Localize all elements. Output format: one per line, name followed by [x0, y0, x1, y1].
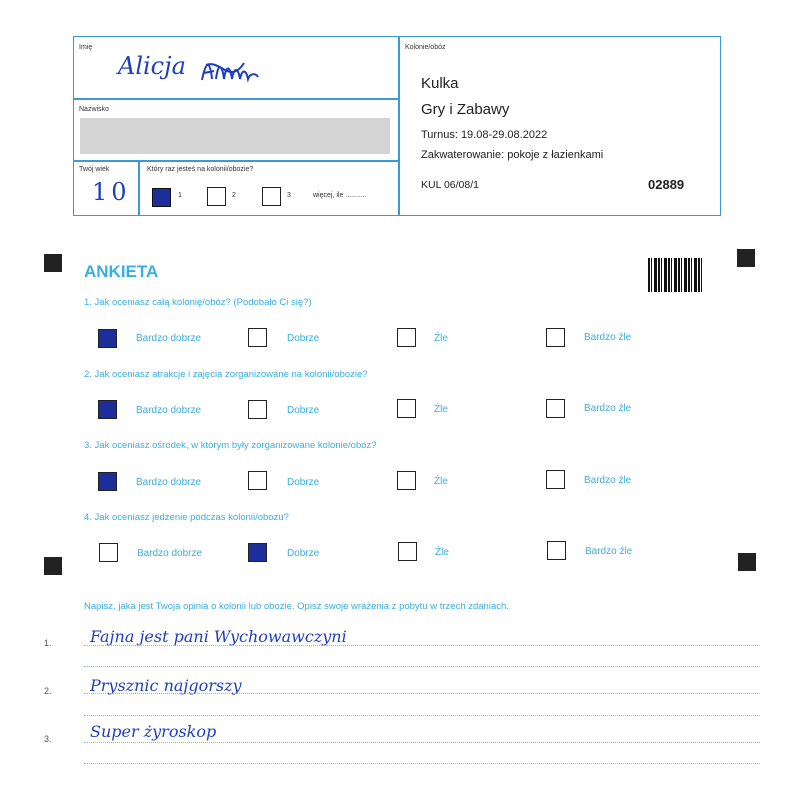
- header-line: [138, 160, 140, 216]
- camp-code: KUL 06/08/1: [421, 179, 479, 191]
- ktory-raz-label: Który raz jesteś na kolonii/obozie?: [147, 166, 254, 173]
- wiek-value[interactable]: 10: [92, 178, 131, 206]
- opinion-answer-3[interactable]: Super żyroskop: [90, 722, 217, 741]
- option-label: Źle: [435, 547, 449, 558]
- question-text: 2. Jak oceniasz atrakcje i zajęcia zorganizowane na kolonii/obozie?: [84, 369, 368, 380]
- imie-label: Imię: [79, 44, 93, 51]
- q2-checkbox-bardzo-dobrze[interactable]: [98, 400, 117, 419]
- imie-value[interactable]: Alicja: [118, 52, 186, 80]
- q4-checkbox-bardzo-dobrze[interactable]: [99, 543, 118, 562]
- visit-count-checkbox-3[interactable]: [262, 187, 281, 206]
- header-divider: [398, 36, 400, 216]
- registration-marker: [44, 254, 62, 272]
- question-text: 1. Jak oceniasz całą kolonię/obóz? (Podobało Ci się?): [84, 297, 312, 308]
- option-label: Źle: [434, 404, 448, 415]
- option-label: Bardzo dobrze: [136, 333, 202, 344]
- dotted-line: [84, 693, 760, 694]
- q3-checkbox-bardzo-zle[interactable]: [546, 470, 565, 489]
- q4-checkbox-zle[interactable]: [398, 542, 417, 561]
- wiecej-label: więcej, ile ...........: [313, 192, 367, 199]
- question-text: 4. Jak oceniasz jedzenie podczas kolonii/obozu?: [84, 512, 289, 523]
- q3-checkbox-zle[interactable]: [397, 471, 416, 490]
- q1-checkbox-zle[interactable]: [397, 328, 416, 347]
- q2-checkbox-zle[interactable]: [397, 399, 416, 418]
- q3-checkbox-dobrze[interactable]: [248, 471, 267, 490]
- signature-scribble: [200, 55, 260, 85]
- q4-checkbox-bardzo-zle[interactable]: [547, 541, 566, 560]
- q2-checkbox-bardzo-zle[interactable]: [546, 399, 565, 418]
- option-label: Dobrze: [287, 333, 320, 344]
- opinion-line-number: 3.: [44, 734, 52, 744]
- q4-checkbox-dobrze[interactable]: [248, 543, 267, 562]
- registration-marker: [44, 557, 62, 575]
- nazwisko-redacted: [80, 118, 390, 154]
- wiek-label: Twój wiek: [79, 166, 110, 173]
- visit-count-checkbox-1[interactable]: [152, 188, 171, 207]
- dotted-line: [84, 763, 760, 764]
- form-number: 02889: [648, 177, 685, 192]
- option-label: Bardzo dobrze: [137, 548, 203, 559]
- q3-checkbox-bardzo-dobrze[interactable]: [98, 472, 117, 491]
- q1-checkbox-bardzo-dobrze[interactable]: [98, 329, 117, 348]
- registration-marker: [738, 553, 756, 571]
- opinion-line-number: 2.: [44, 686, 52, 696]
- dotted-line: [84, 666, 760, 667]
- option-label: Bardzo źle: [584, 475, 632, 486]
- turnus: Turnus: 19.08-29.08.2022: [421, 129, 548, 141]
- dotted-line: [84, 645, 760, 646]
- option-label: Dobrze: [287, 405, 320, 416]
- camp-name: Kulka: [421, 75, 459, 92]
- header-line: [73, 160, 398, 162]
- q1-checkbox-dobrze[interactable]: [248, 328, 267, 347]
- visit-count-label-2: 2: [232, 192, 236, 199]
- opinion-line-number: 1.: [44, 638, 52, 648]
- question-text: 3. Jak oceniasz ośrodek, w którym były zorganizowane kolonie/obóz?: [84, 440, 377, 451]
- visit-count-checkbox-2[interactable]: [207, 187, 226, 206]
- option-label: Bardzo dobrze: [136, 405, 202, 416]
- option-label: Dobrze: [287, 477, 320, 488]
- visit-count-label-1: 1: [178, 192, 182, 199]
- dotted-line: [84, 715, 760, 716]
- header-line: [73, 98, 398, 100]
- camp-subtitle: Gry i Zabawy: [421, 101, 510, 118]
- opinion-answer-2[interactable]: Prysznic najgorszy: [90, 676, 242, 695]
- nazwisko-label: Nazwisko: [79, 106, 109, 113]
- option-label: Źle: [434, 333, 448, 344]
- opinion-answer-1[interactable]: Fajna jest pani Wychowawczyni: [90, 627, 347, 646]
- option-label: Dobrze: [287, 548, 320, 559]
- option-label: Źle: [434, 476, 448, 487]
- dotted-line: [84, 742, 760, 743]
- option-label: Bardzo źle: [584, 403, 632, 414]
- option-label: Bardzo źle: [584, 332, 632, 343]
- zakwaterowanie: Zakwaterowanie: pokoje z łazienkami: [421, 149, 604, 161]
- q1-checkbox-bardzo-zle[interactable]: [546, 328, 565, 347]
- registration-marker: [737, 249, 755, 267]
- barcode: [648, 258, 704, 292]
- survey-title: ANKIETA: [84, 262, 159, 281]
- opinion-prompt: Napisz, jaka jest Twoja opinia o kolonii lub obozie. Opisz swoje wrażenia z pobytu w trzech zdaniach.: [84, 601, 509, 612]
- option-label: Bardzo źle: [585, 546, 633, 557]
- visit-count-label-3: 3: [287, 192, 291, 199]
- option-label: Bardzo dobrze: [136, 477, 202, 488]
- q2-checkbox-dobrze[interactable]: [248, 400, 267, 419]
- kolonie-label: Kolonie/obóz: [405, 44, 446, 51]
